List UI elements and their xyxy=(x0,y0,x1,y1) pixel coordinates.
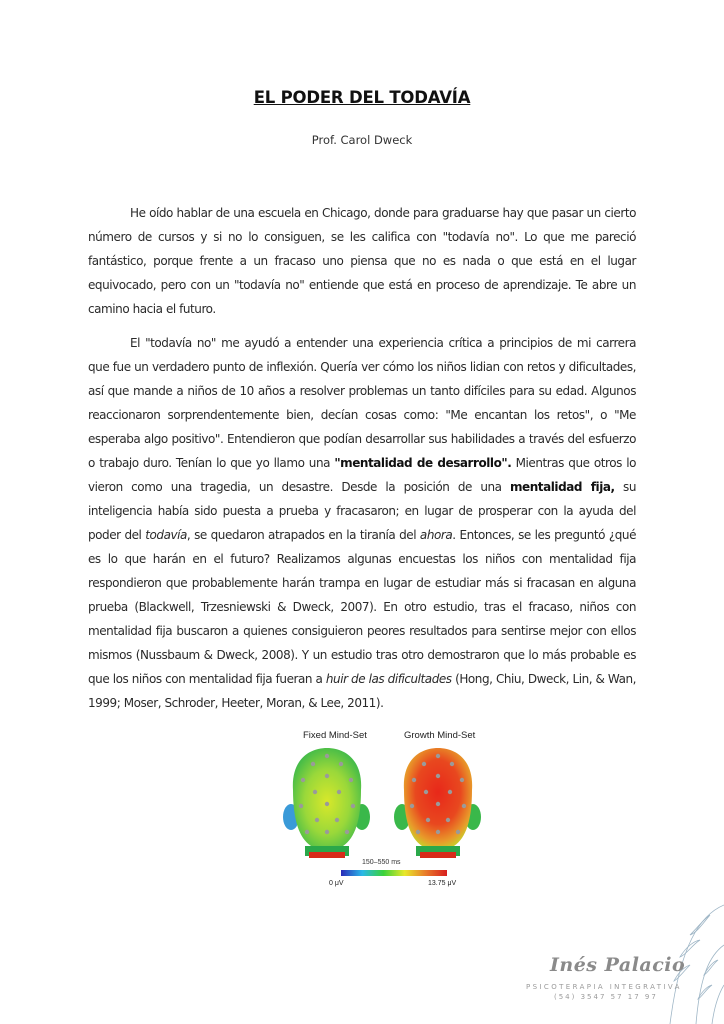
body-paragraph xyxy=(88,201,636,321)
color-scale-bar xyxy=(341,870,447,876)
bold-text: "mentalidad de desarrollo". xyxy=(334,456,512,470)
paragraph-text: Mientras que otros lo vieron como una tragedia, un desastre. Desde la posición de una xyxy=(88,456,637,494)
document-title: EL PODER DEL TODAVÍA xyxy=(253,88,471,107)
time-window-label: 150–550 ms xyxy=(362,859,401,866)
paragraph-text: . Entonces, se les preguntó ¿qué es lo que harán en el futuro? Realizamos algunas encuestas los niños con mentalidad fija respondieron que probablemente harán trampa en lugar de estudiar más si fracasan en alguna prueba (Blackwell, Trzesniewski & Dweck, 2007). En otro estudio, tras el fracaso, niños con mentalidad fija buscaron a quienes consiguieron peores resultados para sentirse mejor con ellos mismos (Nussbaum & Dweck, 2008). Y un estudio tras otro demostraron que lo más probable es que los niños con mentalidad fija fueran a xyxy=(88,528,636,686)
body-paragraph xyxy=(88,331,636,715)
logo-subtitle: PSICOTERAPIA INTEGRATIVA xyxy=(526,983,682,991)
italic-text: todavía xyxy=(145,528,187,542)
paragraph-text: su inteligencia había sido puesta a prueba y fracasaron; en lugar de prosperar con la ayuda del poder del xyxy=(88,480,636,542)
paragraph-text: (Hong, Chiu, Dweck, Lin, & Wan, 1999; Moser, Schroder, Heeter, Moran, & Lee, 2011). xyxy=(88,672,637,710)
document-author: Prof. Carol Dweck xyxy=(311,133,413,147)
logo-name: Inés Palacio xyxy=(550,954,686,976)
italic-text: huir de las dificultades xyxy=(325,672,452,686)
brain-map-figure xyxy=(271,720,495,890)
brand-logo xyxy=(520,940,720,1024)
body-text xyxy=(88,201,636,725)
paragraph-text: , se quedaron atrapados en la tiranía del xyxy=(186,528,420,542)
fixed-mindset-label: Fixed Mind-Set xyxy=(303,730,367,741)
scale-max-label: 13.75 μV xyxy=(428,880,457,887)
paragraph-text: El "todavía no" me ayudó a entender una experiencia crítica a principios de mi carrera que fue un verdadero punto de inflexión. Quería ver cómo los niños lidian con retos y dificultades, así que mande a niños de 10 años a resolver problemas un tanto difíciles para su edad. Algunos reaccionaron sorprendentemente bien, decían cosas como: "Me encantan los retos", o "Me esperaba algo positivo". Entendieron que podían desarrollar sus habilidades a través del esfuerzo o trabajo duro. Tenían lo que yo llamo una xyxy=(88,336,636,470)
italic-text: ahora xyxy=(419,528,453,542)
brain-maps-image xyxy=(271,720,495,860)
logo-phone: (54) 3547 57 17 97 xyxy=(554,993,658,1001)
scale-min-label: 0 μV xyxy=(329,880,344,887)
bold-text: mentalidad fija, xyxy=(509,480,615,494)
growth-mindset-label: Growth Mind-Set xyxy=(404,730,476,741)
paragraph-text: He oído hablar de una escuela en Chicago, donde para graduarse hay que pasar un cierto número de cursos y si no lo consiguen, se les califica con "todavía no". Lo que me pareció fantástico, porque frente a un fracaso uno piensa que no es nada o que está en el lugar equivocado, pero con un "todavía no" entiende que está en proceso de aprendizaje. Te abre un camino hacia el futuro. xyxy=(88,206,636,316)
